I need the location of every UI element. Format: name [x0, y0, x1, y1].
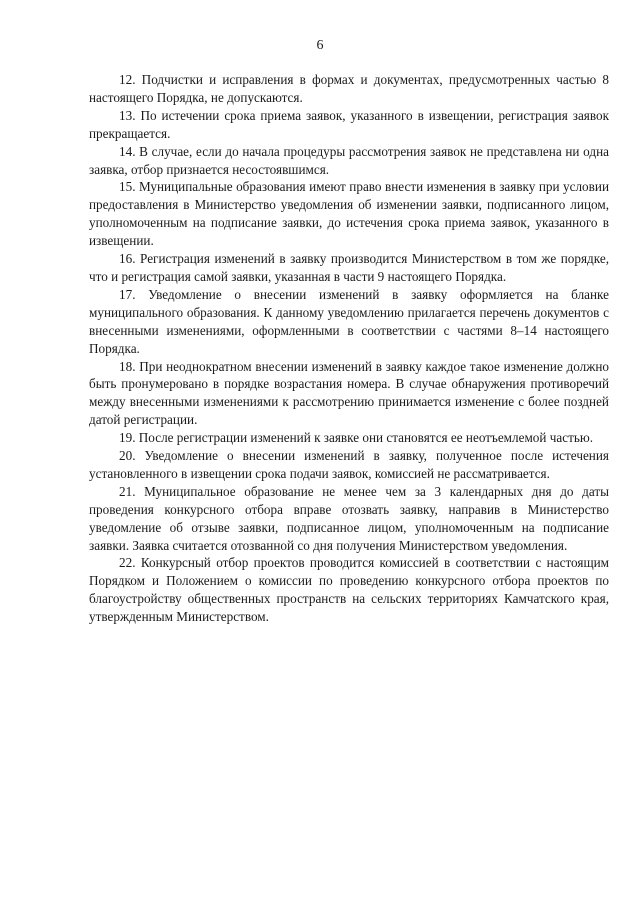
paragraph-16: 16. Регистрация изменений в заявку производится Министерством в том же порядке, что и регистрация самой заявки, указанная в части 9 настоящего Порядка. [89, 251, 609, 284]
paragraph-20: 20. Уведомление о внесении изменений в заявку, полученное после истечения установленного в извещении срока подачи заявок, комиссией не рассматривается. [89, 448, 609, 481]
page-number: 6 [316, 38, 324, 53]
paragraph-15: 15. Муниципальные образования имеют право внести изменения в заявку при условии предоставления в Министерство уведомления об изменении заявки, подписанного лицом, уполномоченным на подписание заявки, до истечения срока приема заявок, указанного в извещении. [89, 179, 609, 249]
paragraph-21: 21. Муниципальное образование не менее чем за 3 календарных дня до даты проведения конкурсного отбора вправе отозвать заявку, направив в Министерство уведомление об отзыве заявки, подписанное лицом, уполномоченным на подписание заявки. Заявка считается отозванной со дня получения Министерством уведомления. [89, 483, 609, 553]
paragraph-22: 22. Конкурсный отбор проектов проводится комиссией в соответствии с настоящим Порядком и Положением о комиссии по проведению конкурсного отбора проектов по благоустройству общественных пространств на сельских территориях Камчатского края, утвержденным Министерством. [89, 555, 609, 625]
paragraph-19: 19. После регистрации изменений к заявке они становятся ее неотъемлемой частью. [119, 430, 594, 446]
paragraph-13: 13. По истечении срока приема заявок, указанного в извещении, регистрация заявок прекращается. [89, 107, 609, 141]
paragraph-12: 12. Подчистки и исправления в формах и документах, предусмотренных частью 8 настоящего Порядка, не допускаются. [89, 72, 609, 105]
document-body [89, 71, 609, 626]
paragraph-14: 14. В случае, если до начала процедуры рассмотрения заявок не представлена ни одна заявка, отбор признается несостоявшимся. [89, 143, 609, 177]
paragraph-17: 17. Уведомление о внесении изменений в заявку оформляется на бланке муниципального образования. К данному уведомлению прилагается перечень документов с внесенными изменениями, оформленными в соответствии с частями 8–14 настоящего Порядка. [89, 286, 609, 356]
paragraph-18: 18. При неоднократном внесении изменений в заявку каждое такое изменение должно быть пронумеровано в порядке возрастания номера. В случае обнаружения противоречий между внесенными изменениями к рассмотрению принимается изменение с более поздней датой регистрации. [89, 358, 609, 428]
